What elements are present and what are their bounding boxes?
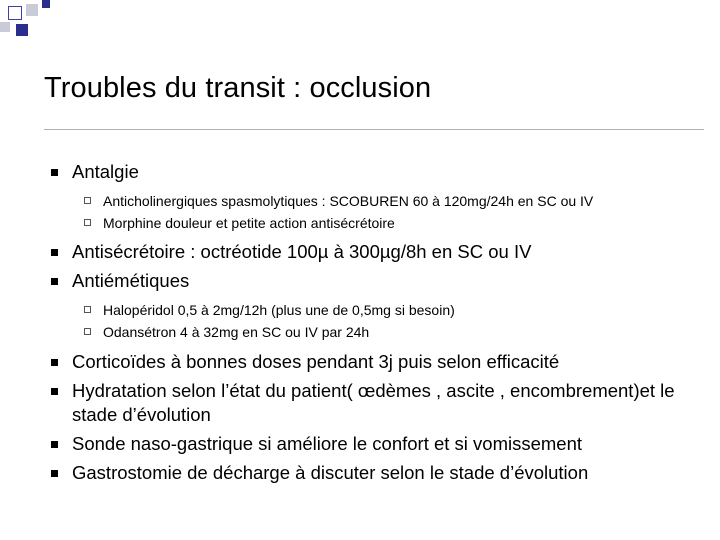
list-item-text: Antiémétiques: [72, 270, 190, 291]
list-item: [48, 269, 708, 293]
hollow-square-bullet-icon: [84, 306, 91, 313]
slide-title: Troubles du transit : occlusion: [44, 72, 432, 104]
sub-list-item: [48, 321, 708, 343]
bullet-list: [48, 160, 708, 485]
sub-list-item-text: Morphine douleur et petite action antisécrétoire: [103, 215, 395, 231]
filled-square-bullet-icon: [51, 359, 58, 366]
deco-square-outline-icon: [8, 6, 22, 20]
deco-square-grey-icon: [26, 4, 38, 16]
list-item-text: Hydratation selon l’état du patient( œdèmes , ascite , encombrement)et le stade d’évolution: [72, 380, 675, 425]
list-item: [48, 379, 708, 427]
sub-list-item: [48, 190, 708, 212]
sub-list-item-text: Odansétron 4 à 32mg en SC ou IV par 24h: [103, 324, 370, 340]
filled-square-bullet-icon: [51, 278, 58, 285]
filled-square-bullet-icon: [51, 388, 58, 395]
filled-square-bullet-icon: [51, 470, 58, 477]
list-item: [48, 461, 708, 485]
sub-list-item: [48, 212, 708, 234]
deco-square-navy-icon: [42, 0, 50, 8]
list-item: [48, 240, 708, 264]
list-item-text: Sonde naso-gastrique si améliore le confort et si vomissement: [72, 433, 583, 454]
hollow-square-bullet-icon: [84, 328, 91, 335]
list-item: [48, 432, 708, 456]
list-item-text: Corticoïdes à bonnes doses pendant 3j puis selon efficacité: [72, 351, 560, 372]
title-divider: [44, 129, 704, 130]
hollow-square-bullet-icon: [84, 219, 91, 226]
list-item-text: Antalgie: [72, 161, 139, 182]
corner-decoration: [0, 0, 60, 40]
sub-list-item-text: Halopéridol 0,5 à 2mg/12h (plus une de 0,5mg si besoin): [103, 302, 455, 318]
list-item: [48, 160, 708, 184]
deco-square-navy-icon: [16, 24, 28, 36]
sub-list-item: [48, 299, 708, 321]
list-item: [48, 350, 708, 374]
filled-square-bullet-icon: [51, 249, 58, 256]
list-item-text: Antisécrétoire : octréotide 100µ à 300µg/8h en SC ou IV: [72, 241, 532, 262]
filled-square-bullet-icon: [51, 169, 58, 176]
hollow-square-bullet-icon: [84, 197, 91, 204]
deco-square-grey-icon: [0, 22, 10, 32]
list-item-text: Gastrostomie de décharge à discuter selon le stade d’évolution: [72, 462, 589, 483]
filled-square-bullet-icon: [51, 441, 58, 448]
sub-list-item-text: Anticholinergiques spasmolytiques : SCOBUREN 60 à 120mg/24h en SC ou IV: [103, 193, 594, 209]
